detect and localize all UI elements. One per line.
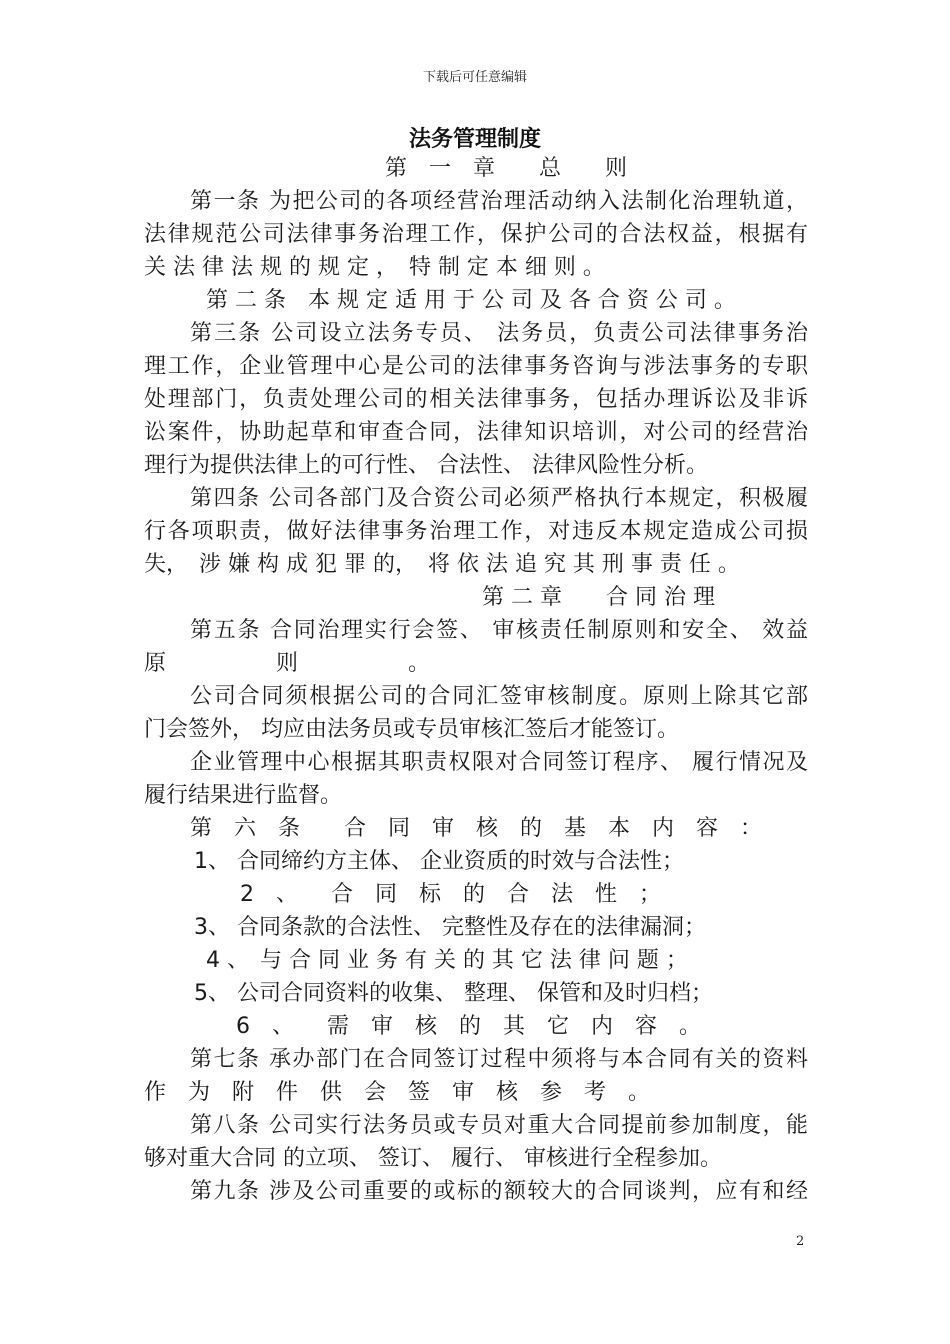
paragraph-line: 法律规范公司法律事务治理工作，保护公司的合法权益，根据有 — [144, 222, 808, 247]
page-number: 2 — [796, 1234, 805, 1249]
paragraph-line: 处理部门，负责处理公司的相关法律事务，包括办理诉讼及非诉 — [144, 387, 808, 412]
paragraph-line: 第七条 承办部门在合同签订过程中须将与本合同有关的资料 — [190, 1047, 808, 1072]
paragraph-line: 第一条 为把公司的各项经营治理活动纳入法制化治理轨道， — [190, 189, 808, 214]
paragraph-line: 第三条 公司设立法务专员、 法务员，负责公司法律事务治 — [190, 321, 808, 346]
list-item: 3、 合同条款的合法性、 完整性及存在的法律漏洞； — [194, 915, 706, 940]
chapter-heading: 第 一 章 总 则 — [385, 156, 628, 181]
paragraph-line: 第八条 公司实行法务员或专员对重大合同提前参加制度，能 — [190, 1113, 808, 1138]
paragraph-line: 理工作，企业管理中心是公司的法律事务咨询与涉法事务的专职 — [144, 354, 808, 379]
paragraph-line: 原 则 。 — [144, 651, 431, 676]
paragraph-line: 失， 涉 嫌 构 成 犯 罪 的， 将 依 法 追 究 其 刑 事 责 任 。 — [144, 552, 740, 577]
paragraph-line: 关 法 律 法 规 的 规 定 ， 特 制 定 本 细 则 。 — [144, 255, 605, 280]
paragraph-line: 讼案件，协助起草和审查合同，法律知识培训，对公司的经营治 — [144, 420, 808, 445]
article-line: 第 六 条 合 同 审 核 的 基 本 内 容 ： — [190, 816, 763, 841]
paragraph-line: 理行为提供法律上的可行性、 合法性、 法律风险性分析。 — [144, 453, 708, 478]
paragraph-line: 够对重大合同 的立项、 签订、 履行、 审核进行全程参加。 — [144, 1146, 722, 1171]
list-item: 5、 公司合同资料的收集、 整理、 保管和及时归档； — [194, 981, 713, 1006]
paragraph-line: 公司合同须根据公司的合同汇签审核制度。原则上除其它部 — [190, 684, 808, 709]
paragraph-line: 第九条 涉及公司重要的或标的额较大的合同谈判，应有和经 — [190, 1179, 808, 1204]
paragraph-line: 第五条 合同治理实行会签、 审核责任制原则和安全、 效益 — [190, 618, 808, 643]
document-title: 法务管理制度 — [408, 127, 541, 152]
paragraph-line: 履行结果进行监督。 — [144, 783, 343, 808]
page-header-note: 下载后可任意编辑 — [422, 70, 527, 85]
paragraph-line: 企业管理中心根据其职责权限对合同签订程序、 履行情况及 — [190, 750, 808, 775]
paragraph-line: 第四条 公司各部门及合资公司必须严格执行本规定，积极履 — [190, 486, 808, 511]
paragraph-line: 门会签外， 均应由法务员或专员审核汇签后才能签订。 — [144, 717, 679, 742]
list-item: 4 、 与 合 同 业 务 有 关 的 其 它 法 律 问 题 ； — [206, 948, 688, 973]
list-item: 2 、 合 同 标 的 合 法 性 ； — [240, 882, 661, 907]
paragraph-line: 第 二 条 本 规 定 适 用 于 公 司 及 各 合 资 公 司 。 — [206, 288, 736, 313]
paragraph-line: 行各项职责，做好法律事务治理工作，对违反本规定造成公司损 — [144, 519, 808, 544]
paragraph-line: 作 为 附 件 供 会 签 审 核 参 考 。 — [144, 1080, 651, 1105]
chapter-heading: 第 二 章 合 同 治 理 — [482, 585, 715, 610]
list-item: 6 、 需 审 核 的 其 它 内 容 。 — [236, 1014, 701, 1039]
list-item: 1、 合同缔约方主体、 企业资质的时效与合法性； — [194, 849, 684, 874]
